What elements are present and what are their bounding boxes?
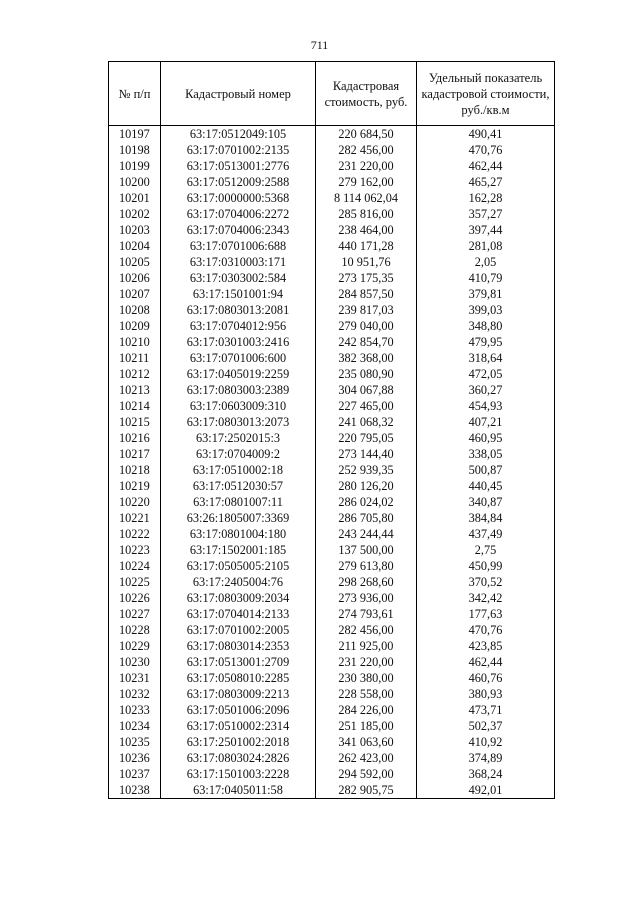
cadastral-value: 235 080,90 [316, 366, 417, 382]
table-row [109, 414, 555, 430]
specific-value: 340,87 [417, 494, 555, 510]
specific-value: 470,76 [417, 142, 555, 158]
row-number: 10209 [109, 318, 161, 334]
table-row [109, 590, 555, 606]
table-body [109, 126, 555, 799]
cadastral-value: 8 114 062,04 [316, 190, 417, 206]
row-number: 10223 [109, 542, 161, 558]
specific-value: 2,75 [417, 542, 555, 558]
cadastral-value: 262 423,00 [316, 750, 417, 766]
header-cadastral-number: Кадастровый номер [161, 62, 316, 126]
row-number: 10225 [109, 574, 161, 590]
row-number: 10217 [109, 446, 161, 462]
cadastral-number: 63:17:0501006:2096 [161, 702, 316, 718]
row-number: 10214 [109, 398, 161, 414]
page-number: 711 [310, 38, 329, 52]
cadastral-value: 282 456,00 [316, 622, 417, 638]
row-number: 10216 [109, 430, 161, 446]
row-number: 10199 [109, 158, 161, 174]
specific-value: 440,45 [417, 478, 555, 494]
row-number: 10215 [109, 414, 161, 430]
table-row [109, 782, 555, 799]
cadastral-value: 284 857,50 [316, 286, 417, 302]
specific-value: 407,21 [417, 414, 555, 430]
cadastral-value: 243 244,44 [316, 526, 417, 542]
cadastral-number: 63:17:0803013:2081 [161, 302, 316, 318]
row-number: 10220 [109, 494, 161, 510]
table-row [109, 654, 555, 670]
cadastral-number: 63:17:0513001:2776 [161, 158, 316, 174]
specific-value: 465,27 [417, 174, 555, 190]
row-number: 10227 [109, 606, 161, 622]
header-number: № п/п [109, 62, 161, 126]
table-row [109, 270, 555, 286]
row-number: 10204 [109, 238, 161, 254]
table-row [109, 302, 555, 318]
specific-value: 360,27 [417, 382, 555, 398]
specific-value: 490,41 [417, 126, 555, 143]
cadastral-value: 279 613,80 [316, 558, 417, 574]
specific-value: 370,52 [417, 574, 555, 590]
cadastral-number: 63:17:0505005:2105 [161, 558, 316, 574]
table-row [109, 718, 555, 734]
cadastral-number: 63:17:0508010:2285 [161, 670, 316, 686]
specific-value: 2,05 [417, 254, 555, 270]
specific-value: 379,81 [417, 286, 555, 302]
header-specific-value: Удельный показатель кадастровой стоимости, руб./кв.м [417, 62, 555, 126]
cadastral-number: 63:17:0704006:2272 [161, 206, 316, 222]
cadastral-value: 304 067,88 [316, 382, 417, 398]
specific-value: 318,64 [417, 350, 555, 366]
table-row [109, 430, 555, 446]
cadastral-value: 282 905,75 [316, 782, 417, 799]
cadastral-number: 63:17:0000000:5368 [161, 190, 316, 206]
cadastral-value: 211 925,00 [316, 638, 417, 654]
table-row [109, 318, 555, 334]
specific-value: 462,44 [417, 654, 555, 670]
cadastral-value: 273 175,35 [316, 270, 417, 286]
cadastral-number: 63:17:0310003:171 [161, 254, 316, 270]
cadastral-value: 252 939,35 [316, 462, 417, 478]
cadastral-number: 63:17:0513001:2709 [161, 654, 316, 670]
table-row [109, 750, 555, 766]
specific-value: 450,99 [417, 558, 555, 574]
row-number: 10205 [109, 254, 161, 270]
cadastral-number: 63:17:0701006:688 [161, 238, 316, 254]
specific-value: 410,79 [417, 270, 555, 286]
cadastral-number: 63:17:0301003:2416 [161, 334, 316, 350]
row-number: 10202 [109, 206, 161, 222]
row-number: 10233 [109, 702, 161, 718]
row-number: 10237 [109, 766, 161, 782]
cadastral-number: 63:17:0704012:956 [161, 318, 316, 334]
table-header-row [109, 62, 555, 126]
cadastral-number: 63:17:0512009:2588 [161, 174, 316, 190]
table-row [109, 398, 555, 414]
table-row [109, 670, 555, 686]
cadastral-number: 63:17:0803024:2826 [161, 750, 316, 766]
cadastral-value: 280 126,20 [316, 478, 417, 494]
cadastral-value: 284 226,00 [316, 702, 417, 718]
specific-value: 399,03 [417, 302, 555, 318]
row-number: 10210 [109, 334, 161, 350]
cadastral-value: 279 162,00 [316, 174, 417, 190]
specific-value: 473,71 [417, 702, 555, 718]
specific-value: 472,05 [417, 366, 555, 382]
cadastral-value: 228 558,00 [316, 686, 417, 702]
cadastral-number: 63:17:0405019:2259 [161, 366, 316, 382]
cadastral-value: 238 464,00 [316, 222, 417, 238]
cadastral-value: 382 368,00 [316, 350, 417, 366]
specific-value: 470,76 [417, 622, 555, 638]
specific-value: 348,80 [417, 318, 555, 334]
cadastral-number: 63:17:1502001:185 [161, 542, 316, 558]
specific-value: 500,87 [417, 462, 555, 478]
table-row [109, 222, 555, 238]
row-number: 10228 [109, 622, 161, 638]
cadastral-number: 63:17:0510002:2314 [161, 718, 316, 734]
cadastral-number: 63:17:2502015:3 [161, 430, 316, 446]
cadastral-number: 63:17:0512030:57 [161, 478, 316, 494]
cadastral-value: 227 465,00 [316, 398, 417, 414]
cadastral-value: 282 456,00 [316, 142, 417, 158]
specific-value: 410,92 [417, 734, 555, 750]
table-row [109, 734, 555, 750]
cadastral-value: 241 068,32 [316, 414, 417, 430]
cadastral-number: 63:17:0803013:2073 [161, 414, 316, 430]
specific-value: 368,24 [417, 766, 555, 782]
specific-value: 502,37 [417, 718, 555, 734]
specific-value: 397,44 [417, 222, 555, 238]
row-number: 10207 [109, 286, 161, 302]
cadastral-number: 63:17:0803009:2213 [161, 686, 316, 702]
cadastral-number: 63:17:1501001:94 [161, 286, 316, 302]
row-number: 10224 [109, 558, 161, 574]
row-number: 10203 [109, 222, 161, 238]
table-row [109, 542, 555, 558]
row-number: 10218 [109, 462, 161, 478]
row-number: 10211 [109, 350, 161, 366]
row-number: 10201 [109, 190, 161, 206]
table-row [109, 286, 555, 302]
row-number: 10212 [109, 366, 161, 382]
table-row [109, 142, 555, 158]
table-row [109, 606, 555, 622]
row-number: 10234 [109, 718, 161, 734]
table-row [109, 190, 555, 206]
row-number: 10231 [109, 670, 161, 686]
row-number: 10206 [109, 270, 161, 286]
specific-value: 384,84 [417, 510, 555, 526]
specific-value: 437,49 [417, 526, 555, 542]
table-row [109, 158, 555, 174]
table-row [109, 686, 555, 702]
row-number: 10197 [109, 126, 161, 143]
cadastral-number: 63:17:0803009:2034 [161, 590, 316, 606]
cadastral-number: 63:17:1501003:2228 [161, 766, 316, 782]
row-number: 10208 [109, 302, 161, 318]
table-row [109, 334, 555, 350]
cadastral-value: 286 705,80 [316, 510, 417, 526]
cadastral-value: 220 684,50 [316, 126, 417, 143]
row-number: 10226 [109, 590, 161, 606]
specific-value: 162,28 [417, 190, 555, 206]
cadastral-number: 63:17:0704006:2343 [161, 222, 316, 238]
row-number: 10222 [109, 526, 161, 542]
cadastral-number: 63:17:0405011:58 [161, 782, 316, 799]
cadastral-value: 230 380,00 [316, 670, 417, 686]
row-number: 10219 [109, 478, 161, 494]
cadastral-value: 274 793,61 [316, 606, 417, 622]
cadastral-value: 298 268,60 [316, 574, 417, 590]
specific-value: 177,63 [417, 606, 555, 622]
table-row [109, 702, 555, 718]
row-number: 10221 [109, 510, 161, 526]
row-number: 10213 [109, 382, 161, 398]
cadastral-value: 273 936,00 [316, 590, 417, 606]
cadastral-value: 294 592,00 [316, 766, 417, 782]
row-number: 10230 [109, 654, 161, 670]
cadastral-value: 242 854,70 [316, 334, 417, 350]
row-number: 10229 [109, 638, 161, 654]
cadastral-number: 63:17:0701002:2005 [161, 622, 316, 638]
table-row [109, 206, 555, 222]
table-row [109, 558, 555, 574]
cadastral-number: 63:17:0803003:2389 [161, 382, 316, 398]
specific-value: 338,05 [417, 446, 555, 462]
cadastral-number: 63:17:0801004:180 [161, 526, 316, 542]
table-row [109, 622, 555, 638]
specific-value: 460,95 [417, 430, 555, 446]
cadastral-number: 63:17:0803014:2353 [161, 638, 316, 654]
cadastral-value: 273 144,40 [316, 446, 417, 462]
table-row [109, 238, 555, 254]
cadastral-value: 10 951,76 [316, 254, 417, 270]
row-number: 10200 [109, 174, 161, 190]
table-row [109, 510, 555, 526]
cadastral-table [108, 61, 555, 799]
specific-value: 423,85 [417, 638, 555, 654]
specific-value: 380,93 [417, 686, 555, 702]
specific-value: 462,44 [417, 158, 555, 174]
table-row [109, 766, 555, 782]
table-row [109, 126, 555, 143]
table-row [109, 494, 555, 510]
table-row [109, 638, 555, 654]
cadastral-value: 231 220,00 [316, 158, 417, 174]
cadastral-value: 279 040,00 [316, 318, 417, 334]
table-row [109, 478, 555, 494]
table-row [109, 254, 555, 270]
cadastral-number: 63:17:2405004:76 [161, 574, 316, 590]
table-row [109, 446, 555, 462]
cadastral-number: 63:17:0801007:11 [161, 494, 316, 510]
specific-value: 479,95 [417, 334, 555, 350]
cadastral-value: 239 817,03 [316, 302, 417, 318]
table-row [109, 462, 555, 478]
cadastral-number: 63:17:0701002:2135 [161, 142, 316, 158]
cadastral-number: 63:17:0701006:600 [161, 350, 316, 366]
cadastral-value: 251 185,00 [316, 718, 417, 734]
table-row [109, 526, 555, 542]
table-row [109, 366, 555, 382]
row-number: 10235 [109, 734, 161, 750]
specific-value: 492,01 [417, 782, 555, 799]
row-number: 10198 [109, 142, 161, 158]
cadastral-number: 63:17:0704014:2133 [161, 606, 316, 622]
cadastral-value: 220 795,05 [316, 430, 417, 446]
cadastral-number: 63:17:0512049:105 [161, 126, 316, 143]
table-row [109, 382, 555, 398]
row-number: 10232 [109, 686, 161, 702]
header-cadastral-value: Кадастровая стоимость, руб. [316, 62, 417, 126]
specific-value: 374,89 [417, 750, 555, 766]
cadastral-number: 63:17:0603009:310 [161, 398, 316, 414]
table-row [109, 174, 555, 190]
table-row [109, 574, 555, 590]
cadastral-value: 286 024,02 [316, 494, 417, 510]
cadastral-value: 285 816,00 [316, 206, 417, 222]
specific-value: 342,42 [417, 590, 555, 606]
table-row [109, 350, 555, 366]
specific-value: 460,76 [417, 670, 555, 686]
cadastral-value: 231 220,00 [316, 654, 417, 670]
cadastral-number: 63:26:1805007:3369 [161, 510, 316, 526]
cadastral-value: 341 063,60 [316, 734, 417, 750]
specific-value: 357,27 [417, 206, 555, 222]
row-number: 10238 [109, 782, 161, 799]
cadastral-number: 63:17:0510002:18 [161, 462, 316, 478]
specific-value: 281,08 [417, 238, 555, 254]
cadastral-number: 63:17:0303002:584 [161, 270, 316, 286]
cadastral-number: 63:17:0704009:2 [161, 446, 316, 462]
cadastral-value: 440 171,28 [316, 238, 417, 254]
row-number: 10236 [109, 750, 161, 766]
cadastral-value: 137 500,00 [316, 542, 417, 558]
cadastral-number: 63:17:2501002:2018 [161, 734, 316, 750]
specific-value: 454,93 [417, 398, 555, 414]
